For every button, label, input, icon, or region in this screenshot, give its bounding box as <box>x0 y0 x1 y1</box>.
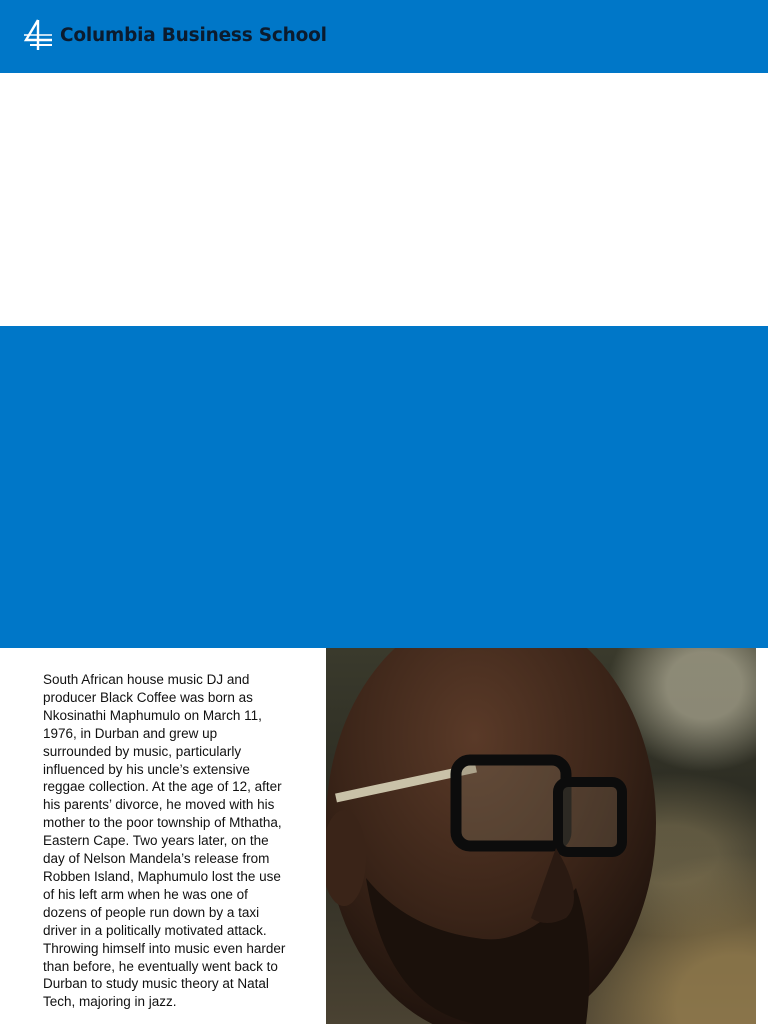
brand-name: Columbia Business School <box>60 24 327 46</box>
portrait-photo <box>326 648 756 1024</box>
brand-logo[interactable] <box>22 18 327 52</box>
crown-crest-icon <box>22 18 56 52</box>
portrait-illustration <box>326 648 756 1024</box>
site-header <box>0 0 768 73</box>
hero-banner <box>0 326 768 648</box>
bio-paragraph: South African house music DJ and producer Black Coffee was born as Nkosinathi Maphumulo on March 11, 1976, in Durban and grew up surrounded by music, particularly influenced by his uncle’s extensive reggae collection. At the age of 12, after his parents’ divorce, he moved with his mother to the poor township of Mthatha, Eastern Cape. Two years later, on the day of Nelson Mandela’s release from Robben Island, Maphumulo lost the use of his left arm when he was one of dozens of people run down by a taxi driver in a politically motivated attack. Throwing himself into music even harder than before, he eventually went back to Durban to study music theory at Natal Tech, majoring in jazz. <box>43 672 286 1010</box>
